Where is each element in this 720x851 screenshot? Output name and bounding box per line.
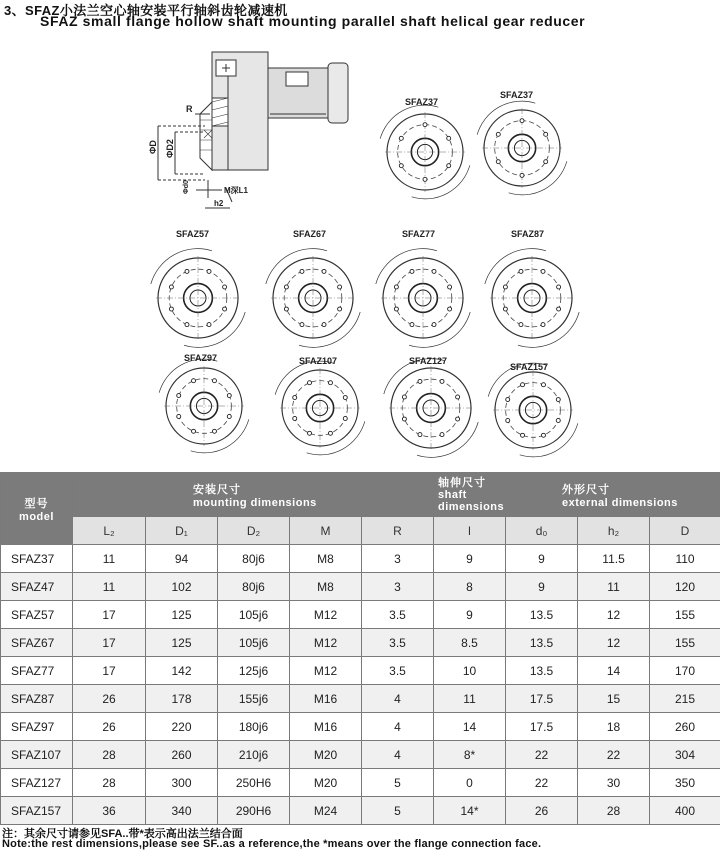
value-cell: 4 [362, 741, 434, 769]
flange-label: SFAZ87 [511, 229, 545, 239]
model-cell: SFAZ47 [1, 573, 73, 601]
col-m: M [290, 517, 362, 545]
bolt-hole [440, 433, 444, 437]
model-cell: SFAZ57 [1, 601, 73, 629]
bolt-hole [284, 285, 288, 289]
bolt-hole [192, 429, 196, 433]
value-cell: 15 [578, 685, 650, 713]
bolt-hole [338, 307, 342, 311]
external-header: 外形尺寸 external dimensions [506, 473, 720, 517]
value-cell: 22 [578, 741, 650, 769]
value-cell: 4 [362, 685, 434, 713]
bolt-hole [322, 323, 326, 327]
bolt-hole [399, 136, 403, 140]
flange-view [376, 229, 470, 347]
value-cell: 28 [578, 797, 650, 825]
bolt-hole [328, 431, 332, 435]
value-cell: M12 [290, 601, 362, 629]
value-cell: M12 [290, 629, 362, 657]
flange-label: SFAZ157 [510, 362, 549, 372]
bolt-hole [169, 307, 173, 311]
flange-view [488, 362, 578, 457]
bolt-hole [432, 269, 436, 273]
value-cell: 8.5 [434, 629, 506, 657]
bolt-hole [223, 285, 227, 289]
bolt-hole [521, 433, 525, 437]
table-row [1, 797, 720, 825]
dim-d-label: ΦD [148, 140, 158, 154]
col-d0: d₀ [506, 517, 578, 545]
col-l2: L₂ [73, 517, 146, 545]
value-cell: 11 [578, 573, 650, 601]
value-cell: M24 [290, 797, 362, 825]
bolt-hole [541, 433, 545, 437]
value-cell: 10 [434, 657, 506, 685]
flange-view [384, 356, 478, 457]
bolt-hole [399, 164, 403, 168]
value-cell: 4 [362, 713, 434, 741]
bolt-hole [394, 285, 398, 289]
value-cell: 110 [650, 545, 720, 573]
value-cell: 11 [73, 545, 146, 573]
value-cell: 26 [73, 713, 146, 741]
value-cell: 260 [146, 741, 218, 769]
bolt-hole [447, 164, 451, 168]
value-cell: 5 [362, 797, 434, 825]
value-cell: 30 [578, 769, 650, 797]
bolt-hole [456, 395, 460, 399]
value-cell: 178 [146, 685, 218, 713]
value-cell: 105j6 [218, 629, 290, 657]
table-row [1, 713, 720, 741]
table-row [1, 741, 720, 769]
bolt-hole [223, 307, 227, 311]
value-cell: 155j6 [218, 685, 290, 713]
bolt-hole [456, 417, 460, 421]
value-cell: 8* [434, 741, 506, 769]
value-cell: 155 [650, 601, 720, 629]
value-cell: 13.5 [506, 657, 578, 685]
bolt-hole [519, 323, 523, 327]
bolt-hole [177, 414, 181, 418]
value-cell: 400 [650, 797, 720, 825]
table-row [1, 685, 720, 713]
model-cell: SFAZ107 [1, 741, 73, 769]
dim-h2-label: h2 [214, 199, 224, 208]
table-row [1, 545, 720, 573]
value-cell: 180j6 [218, 713, 290, 741]
bolt-hole [556, 418, 560, 422]
value-cell: 260 [650, 713, 720, 741]
bolt-hole [520, 119, 524, 123]
flange-view [151, 229, 245, 347]
bolt-hole [496, 132, 500, 136]
value-cell: 3.5 [362, 629, 434, 657]
value-cell: 9 [434, 601, 506, 629]
bolt-hole [227, 394, 231, 398]
table-row [1, 769, 720, 797]
flange-label: SFAZ77 [402, 229, 436, 239]
value-cell: 26 [73, 685, 146, 713]
spec-table [0, 472, 720, 825]
flange-view [380, 97, 470, 199]
page-title-en: SFAZ small flange hollow shaft mounting parallel shaft helical gear reducer [40, 13, 586, 29]
value-cell: M16 [290, 713, 362, 741]
bolt-hole [293, 416, 297, 420]
value-cell: 3 [362, 573, 434, 601]
value-cell: 9 [506, 573, 578, 601]
value-cell: 125 [146, 601, 218, 629]
bolt-hole [402, 417, 406, 421]
bolt-hole [448, 307, 452, 311]
bolt-hole [410, 269, 414, 273]
bolt-hole [541, 269, 545, 273]
value-cell: M20 [290, 741, 362, 769]
model-cell: SFAZ67 [1, 629, 73, 657]
bolt-hole [328, 381, 332, 385]
value-cell: 350 [650, 769, 720, 797]
bolt-hole [503, 285, 507, 289]
bolt-hole [169, 285, 173, 289]
bolt-hole [448, 285, 452, 289]
value-cell: 36 [73, 797, 146, 825]
bolt-hole [521, 383, 525, 387]
technical-drawing [0, 30, 720, 470]
value-cell: 17 [73, 629, 146, 657]
bolt-hole [343, 416, 347, 420]
flange-label: SFAZ37 [405, 97, 439, 107]
flange-view [485, 229, 579, 347]
model-cell: SFAZ37 [1, 545, 73, 573]
flange-view [275, 356, 365, 455]
flange-view [477, 90, 567, 195]
value-cell: 300 [146, 769, 218, 797]
dim-m-l1-label: M深L1 [224, 186, 248, 195]
value-cell: 125j6 [218, 657, 290, 685]
bolt-hole [418, 379, 422, 383]
value-cell: 0 [434, 769, 506, 797]
value-cell: 220 [146, 713, 218, 741]
value-cell: 80j6 [218, 545, 290, 573]
bolt-hole [192, 379, 196, 383]
value-cell: 17 [73, 657, 146, 685]
spec-table-body [1, 545, 720, 825]
bolt-hole [418, 433, 422, 437]
value-cell: 120 [650, 573, 720, 601]
value-cell: 170 [650, 657, 720, 685]
value-cell: 22 [506, 741, 578, 769]
col-r: R [362, 517, 434, 545]
value-cell: 3 [362, 545, 434, 573]
bolt-hole [423, 177, 427, 181]
model-cell: SFAZ87 [1, 685, 73, 713]
bolt-hole [541, 383, 545, 387]
value-cell: 14 [434, 713, 506, 741]
note-en: Note:the rest dimensions,please see SF..as a reference,the *means over the flange connection face. [2, 838, 542, 850]
table-row [1, 629, 720, 657]
value-cell: 80j6 [218, 573, 290, 601]
bolt-hole [557, 285, 561, 289]
flange-label: SFAZ57 [176, 229, 210, 239]
flange-label: SFAZ67 [293, 229, 327, 239]
value-cell: 125 [146, 629, 218, 657]
value-cell: 155 [650, 629, 720, 657]
flange-label: SFAZ97 [184, 353, 218, 363]
value-cell: 28 [73, 741, 146, 769]
flange-view [266, 229, 360, 347]
col-h2: h₂ [578, 517, 650, 545]
bolt-hole [506, 418, 510, 422]
motor-fan-cover [328, 63, 348, 123]
col-l: l [434, 517, 506, 545]
flange-label: SFAZ127 [409, 356, 448, 366]
value-cell: 12 [578, 629, 650, 657]
value-cell: 3.5 [362, 601, 434, 629]
bolt-hole [185, 269, 189, 273]
bolt-hole [207, 323, 211, 327]
value-cell: 17 [73, 601, 146, 629]
bolt-hole [496, 160, 500, 164]
value-cell: M20 [290, 769, 362, 797]
bolt-hole [503, 307, 507, 311]
table-row [1, 657, 720, 685]
value-cell: M12 [290, 657, 362, 685]
value-cell: 26 [506, 797, 578, 825]
bolt-hole [440, 379, 444, 383]
bolt-hole [293, 396, 297, 400]
bolt-hole [394, 307, 398, 311]
bolt-hole [212, 379, 216, 383]
value-cell: 12 [578, 601, 650, 629]
dim-d2-label: ΦD2 [165, 139, 175, 158]
bolt-hole [300, 269, 304, 273]
bolt-hole [322, 269, 326, 273]
model-cell: SFAZ127 [1, 769, 73, 797]
value-cell: 250H6 [218, 769, 290, 797]
bolt-hole [308, 381, 312, 385]
value-cell: 8 [434, 573, 506, 601]
value-cell: 105j6 [218, 601, 290, 629]
bolt-hole [343, 396, 347, 400]
table-row [1, 601, 720, 629]
bolt-hole [177, 394, 181, 398]
value-cell: 13.5 [506, 601, 578, 629]
model-cell: SFAZ97 [1, 713, 73, 741]
bolt-hole [410, 323, 414, 327]
bolt-hole [227, 414, 231, 418]
col-d2: D₂ [218, 517, 290, 545]
page-title-cn: 3、SFAZ小法兰空心轴安装平行轴斜齿轮减速机 [4, 3, 288, 18]
value-cell: 304 [650, 741, 720, 769]
value-cell: 290H6 [218, 797, 290, 825]
bolt-hole [520, 173, 524, 177]
col-d: D [650, 517, 720, 545]
bolt-hole [432, 323, 436, 327]
bolt-hole [300, 323, 304, 327]
bolt-hole [308, 431, 312, 435]
value-cell: 3.5 [362, 657, 434, 685]
bolt-hole [544, 160, 548, 164]
bolt-hole [506, 398, 510, 402]
flange-label: SFAZ107 [299, 356, 338, 366]
shaft-header: 轴伸尺寸 shaft dimensions [434, 473, 506, 517]
bolt-hole [519, 269, 523, 273]
model-cell: SFAZ157 [1, 797, 73, 825]
value-cell: 9 [434, 545, 506, 573]
bolt-hole [556, 398, 560, 402]
value-cell: 17.5 [506, 685, 578, 713]
value-cell: M8 [290, 573, 362, 601]
value-cell: 340 [146, 797, 218, 825]
value-cell: 94 [146, 545, 218, 573]
flange-view [159, 353, 249, 453]
bolt-hole [557, 307, 561, 311]
value-cell: 210j6 [218, 741, 290, 769]
value-cell: 5 [362, 769, 434, 797]
value-cell: 11.5 [578, 545, 650, 573]
value-cell: 17.5 [506, 713, 578, 741]
mount-header: 安装尺寸 mounting dimensions [73, 473, 434, 517]
bolt-hole [284, 307, 288, 311]
value-cell: 13.5 [506, 629, 578, 657]
value-cell: 14 [578, 657, 650, 685]
dim-r-label: R [186, 104, 193, 114]
value-cell: 18 [578, 713, 650, 741]
flange-label: SFAZ37 [500, 90, 534, 100]
bolt-hole [544, 132, 548, 136]
model-cell: SFAZ77 [1, 657, 73, 685]
bolt-hole [541, 323, 545, 327]
value-cell: 102 [146, 573, 218, 601]
value-cell: 28 [73, 769, 146, 797]
bolt-hole [207, 269, 211, 273]
col-d1: D₁ [146, 517, 218, 545]
bolt-hole [212, 429, 216, 433]
value-cell: 9 [506, 545, 578, 573]
value-cell: 14* [434, 797, 506, 825]
note-cn: 注：其余尺寸请参见SFA..带*表示高出法兰结合面 [2, 828, 243, 840]
model-header: 型号 model [1, 473, 73, 545]
bolt-hole [447, 136, 451, 140]
value-cell: 11 [434, 685, 506, 713]
value-cell: M8 [290, 545, 362, 573]
table-row [1, 573, 720, 601]
value-cell: 11 [73, 573, 146, 601]
dim-d0-label: Φd0 [183, 180, 190, 194]
bolt-hole [185, 323, 189, 327]
value-cell: 215 [650, 685, 720, 713]
bolt-hole [402, 395, 406, 399]
bolt-hole [423, 123, 427, 127]
value-cell: 142 [146, 657, 218, 685]
bolt-hole [338, 285, 342, 289]
value-cell: M16 [290, 685, 362, 713]
value-cell: 22 [506, 769, 578, 797]
